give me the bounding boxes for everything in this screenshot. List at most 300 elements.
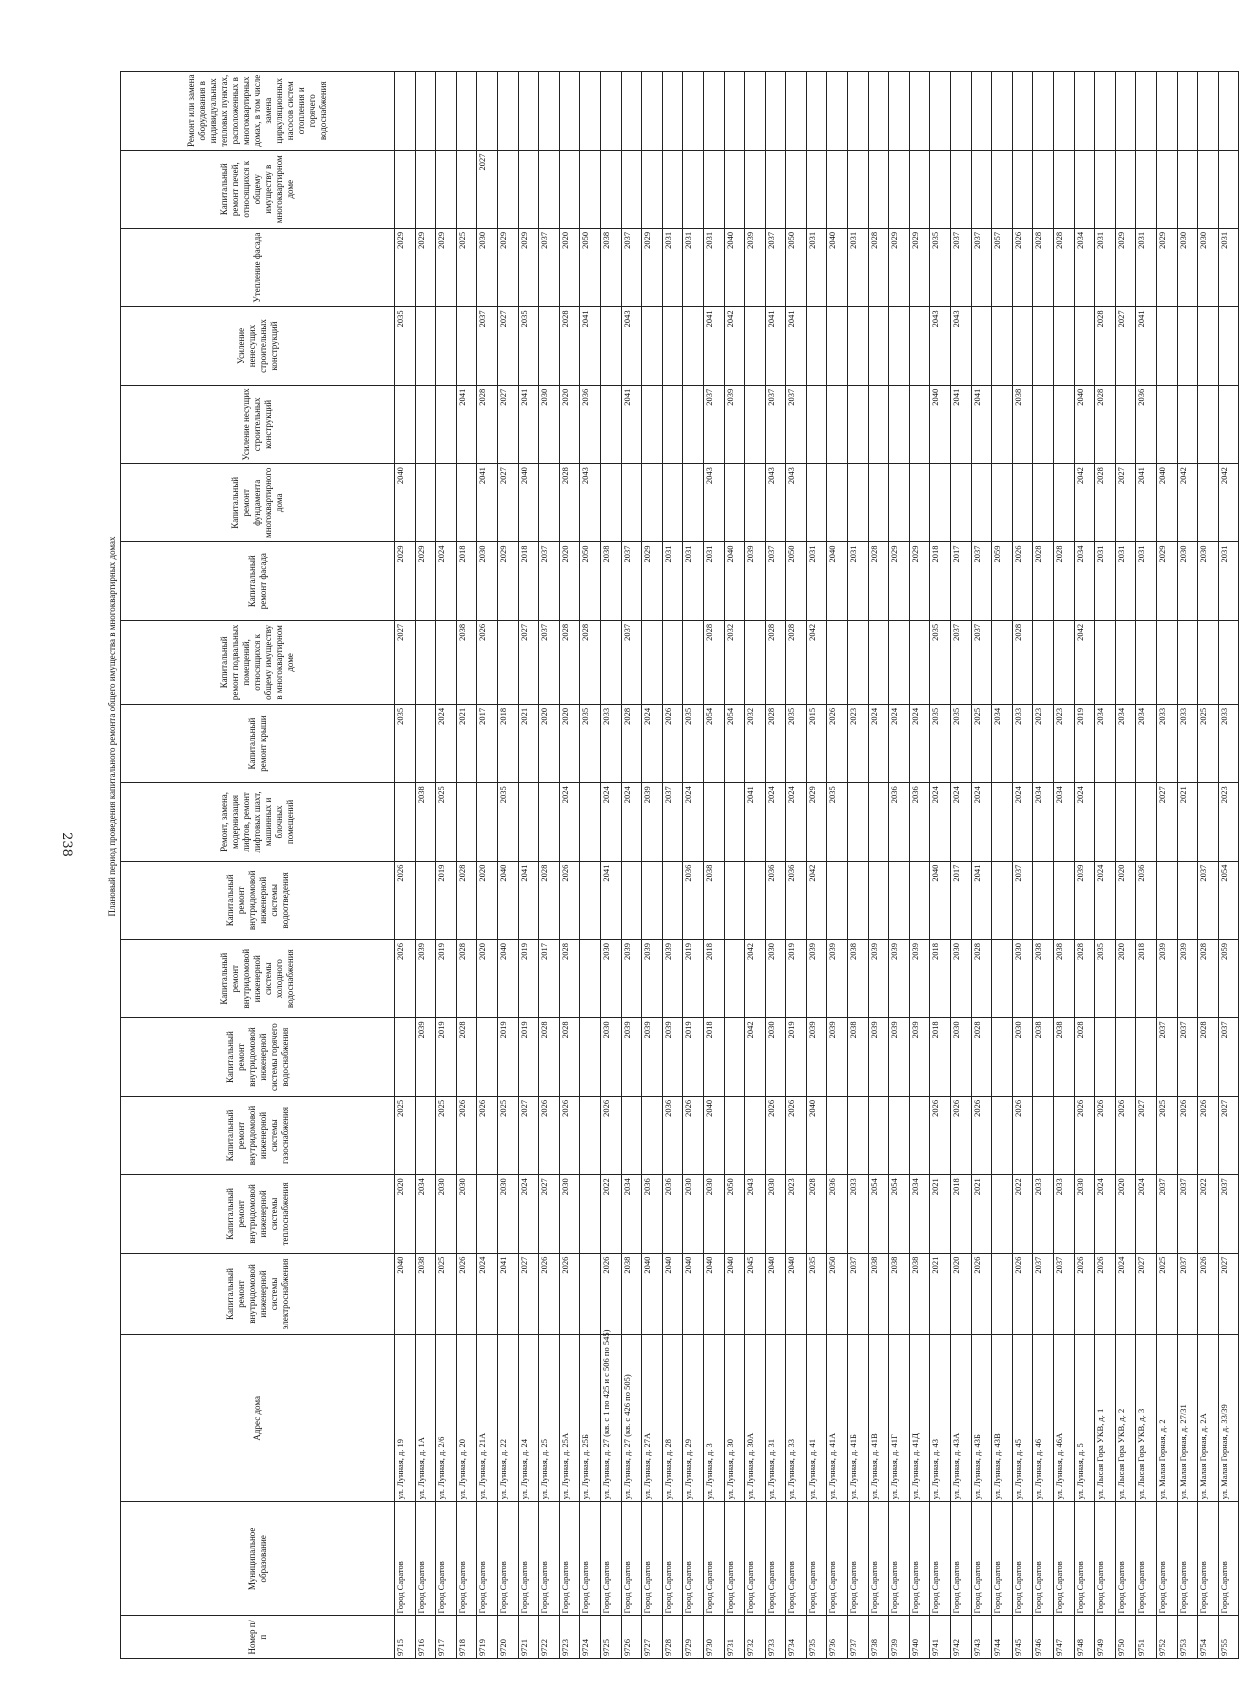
year-cell (806, 385, 827, 463)
year-cell: 2023 (1054, 704, 1075, 782)
year-cell: 2015 (806, 704, 827, 782)
row-number-cell: 9732 (745, 1616, 766, 1659)
year-cell: 2028 (1033, 228, 1054, 306)
table-row (1095, 72, 1116, 1659)
year-cell: 2030 (765, 1018, 786, 1096)
year-cell: 2037 (1177, 1253, 1198, 1335)
year-cell: 2030 (1177, 542, 1198, 620)
year-cell: 2041 (703, 307, 724, 385)
year-cell (580, 1253, 601, 1335)
year-cell: 2037 (848, 1253, 869, 1335)
year-cell: 2038 (600, 542, 621, 620)
year-cell (992, 150, 1013, 228)
year-cell: 2038 (1054, 1018, 1075, 1096)
year-cell: 2034 (909, 1175, 930, 1253)
address-cell: ул. Лунная, д. 33 (786, 1335, 807, 1502)
year-cell: 2024 (1012, 783, 1033, 861)
year-cell (497, 150, 518, 228)
year-cell: 2040 (395, 1253, 416, 1335)
year-cell: 2038 (703, 861, 724, 939)
year-cell (1136, 150, 1157, 228)
year-cell: 2039 (889, 940, 910, 1018)
year-cell: 2029 (642, 542, 663, 620)
year-cell: 2027 (518, 1096, 539, 1174)
year-cell (662, 150, 683, 228)
year-cell: 2037 (621, 228, 642, 306)
year-cell (1074, 72, 1095, 151)
year-cell (889, 385, 910, 463)
year-cell: 2028 (559, 464, 580, 542)
year-cell (1156, 385, 1177, 463)
year-cell (1012, 307, 1033, 385)
year-cell (1218, 385, 1239, 463)
year-cell: 2035 (395, 307, 416, 385)
address-cell: ул. Лунная, д. 43А (951, 1335, 972, 1502)
year-cell (1177, 620, 1198, 704)
year-cell (1198, 385, 1219, 463)
year-cell: 2018 (497, 704, 518, 782)
year-cell (909, 150, 930, 228)
address-cell: ул. Лунная, д. 43Б (971, 1335, 992, 1502)
year-cell: 2026 (477, 620, 498, 704)
year-cell: 2043 (745, 1175, 766, 1253)
year-cell (1177, 861, 1198, 939)
year-cell: 2030 (1198, 542, 1219, 620)
year-cell: 2028 (1095, 307, 1116, 385)
address-cell: ул. Лысая Гора УКВ, д. 2 (1115, 1335, 1136, 1502)
year-cell: 2027 (1218, 1096, 1239, 1174)
year-cell: 2025 (1156, 1096, 1177, 1174)
year-cell (559, 150, 580, 228)
year-cell: 2031 (1218, 542, 1239, 620)
address-cell: ул. Малая Горная, д. 2А (1198, 1335, 1219, 1502)
year-cell (1156, 307, 1177, 385)
municipality-cell: Город Саратов (992, 1502, 1013, 1616)
year-cell: 2017 (477, 704, 498, 782)
year-cell: 2038 (1054, 940, 1075, 1018)
year-cell (415, 704, 436, 782)
year-cell (456, 307, 477, 385)
year-cell (1156, 150, 1177, 228)
row-number-cell: 9728 (662, 1616, 683, 1659)
year-cell: 2017 (951, 542, 972, 620)
year-cell: 2026 (1074, 1253, 1095, 1335)
year-cell (600, 72, 621, 151)
year-cell: 2026 (662, 704, 683, 782)
year-cell: 2024 (518, 1175, 539, 1253)
year-cell: 2059 (1218, 940, 1239, 1018)
year-cell (600, 620, 621, 704)
year-cell (868, 861, 889, 939)
year-cell (1198, 150, 1219, 228)
year-cell: 2024 (436, 704, 457, 782)
year-cell (745, 385, 766, 463)
year-cell (909, 620, 930, 704)
year-cell (1074, 307, 1095, 385)
year-cell: 2027 (1136, 1253, 1157, 1335)
year-cell (662, 72, 683, 151)
year-cell: 2040 (724, 228, 745, 306)
year-cell: 2020 (559, 228, 580, 306)
year-cell (539, 72, 560, 151)
municipality-cell: Город Саратов (662, 1502, 683, 1616)
row-number-cell: 9741 (930, 1616, 951, 1659)
year-cell: 2043 (765, 464, 786, 542)
year-cell (1095, 620, 1116, 704)
table-row (1156, 72, 1177, 1659)
year-cell: 2035 (930, 228, 951, 306)
year-cell (745, 464, 766, 542)
row-number-cell: 9754 (1198, 1616, 1219, 1659)
year-cell (683, 620, 704, 704)
year-cell: 2031 (662, 542, 683, 620)
year-cell (827, 307, 848, 385)
year-cell (642, 307, 663, 385)
year-cell: 2039 (745, 542, 766, 620)
year-cell (1095, 783, 1116, 861)
table-row (1033, 72, 1054, 1659)
year-cell: 2033 (1054, 1175, 1075, 1253)
year-cell: 2041 (497, 1253, 518, 1335)
municipality-cell: Город Саратов (703, 1502, 724, 1616)
year-cell (518, 783, 539, 861)
table-row (1074, 72, 1095, 1659)
year-cell (889, 464, 910, 542)
table-row (600, 72, 621, 1659)
municipality-cell: Город Саратов (848, 1502, 869, 1616)
year-cell: 2042 (745, 940, 766, 1018)
address-cell: ул. Лунная, д. 20 (456, 1335, 477, 1502)
year-cell: 2019 (683, 940, 704, 1018)
year-cell: 2039 (642, 783, 663, 861)
row-number-cell: 9744 (992, 1616, 1013, 1659)
year-cell: 2045 (745, 1253, 766, 1335)
year-cell: 2040 (827, 542, 848, 620)
year-cell: 2026 (477, 1096, 498, 1174)
table-row (415, 72, 436, 1659)
year-cell (848, 385, 869, 463)
year-cell: 2033 (1218, 704, 1239, 782)
row-number-cell: 9729 (683, 1616, 704, 1659)
year-cell: 2031 (848, 542, 869, 620)
year-cell: 2040 (703, 1253, 724, 1335)
year-cell: 2039 (1177, 940, 1198, 1018)
year-cell (415, 385, 436, 463)
table-body (395, 72, 1239, 1659)
year-cell (580, 940, 601, 1018)
address-cell: ул. Лунная, д. 45 (1012, 1335, 1033, 1502)
year-cell (1156, 72, 1177, 151)
year-cell: 2020 (539, 704, 560, 782)
address-cell: ул. Малая Горная, д. 33/39 (1218, 1335, 1239, 1502)
year-cell: 2034 (1136, 704, 1157, 782)
year-cell: 2042 (1074, 464, 1095, 542)
year-cell: 2024 (1074, 783, 1095, 861)
year-cell: 2024 (1115, 1253, 1136, 1335)
year-cell (703, 72, 724, 151)
row-number-cell: 9735 (806, 1616, 827, 1659)
year-cell: 2024 (559, 783, 580, 861)
year-cell: 2038 (621, 1253, 642, 1335)
year-cell (456, 464, 477, 542)
year-cell (436, 150, 457, 228)
year-cell: 2026 (559, 861, 580, 939)
year-cell: 2037 (1012, 861, 1033, 939)
year-cell: 2035 (497, 783, 518, 861)
municipality-cell: Город Саратов (580, 1502, 601, 1616)
year-cell (395, 385, 416, 463)
year-cell (827, 1096, 848, 1174)
address-cell: ул. Лунная, д. 5 (1074, 1335, 1095, 1502)
year-cell: 2024 (621, 783, 642, 861)
year-cell: 2054 (868, 1175, 889, 1253)
year-cell (600, 385, 621, 463)
header-row (121, 72, 395, 1659)
year-cell: 2042 (1218, 464, 1239, 542)
year-cell: 2029 (1156, 542, 1177, 620)
year-cell: 2054 (724, 704, 745, 782)
year-cell: 2028 (621, 704, 642, 782)
year-cell (889, 150, 910, 228)
year-cell: 2036 (662, 1175, 683, 1253)
year-cell (703, 783, 724, 861)
row-number-cell: 9746 (1033, 1616, 1054, 1659)
period-group-header: Плановый период проведения капитального ремонта общего имущества в многоквартирных домах (107, 536, 117, 917)
address-cell: ул. Лунная, д. 30А (745, 1335, 766, 1502)
year-cell (868, 307, 889, 385)
year-cell: 2018 (951, 1175, 972, 1253)
year-cell (1198, 620, 1219, 704)
year-cell (909, 464, 930, 542)
year-cell (1054, 72, 1075, 151)
year-cell (559, 72, 580, 151)
address-cell: ул. Лунная, д. 25 (539, 1335, 560, 1502)
year-cell: 2029 (395, 542, 416, 620)
year-cell (868, 620, 889, 704)
year-cell: 2024 (436, 542, 457, 620)
year-cell (436, 307, 457, 385)
table-head (121, 72, 395, 1659)
row-number-cell: 9742 (951, 1616, 972, 1659)
year-cell: 2026 (971, 1096, 992, 1174)
year-cell: 2027 (497, 307, 518, 385)
year-cell (415, 620, 436, 704)
year-cell: 2035 (951, 704, 972, 782)
year-cell: 2040 (703, 1096, 724, 1174)
year-cell (724, 861, 745, 939)
year-cell: 2039 (909, 940, 930, 1018)
year-cell (539, 783, 560, 861)
year-cell (868, 72, 889, 151)
year-cell (868, 1096, 889, 1174)
municipality-cell: Город Саратов (909, 1502, 930, 1616)
year-cell: 2019 (436, 940, 457, 1018)
row-number-cell: 9721 (518, 1616, 539, 1659)
year-cell: 2030 (1074, 1175, 1095, 1253)
year-cell: 2030 (600, 1018, 621, 1096)
year-cell: 2030 (456, 1175, 477, 1253)
year-cell (1012, 72, 1033, 151)
municipality-cell: Город Саратов (951, 1502, 972, 1616)
year-cell (642, 150, 663, 228)
year-cell: 2032 (745, 704, 766, 782)
year-cell: 2042 (806, 620, 827, 704)
year-cell (683, 307, 704, 385)
year-cell (1177, 385, 1198, 463)
year-cell (1218, 307, 1239, 385)
year-cell (477, 1018, 498, 1096)
year-cell (724, 72, 745, 151)
column-header: Капитальный ремонт крыши (121, 704, 395, 782)
year-cell: 2034 (1115, 704, 1136, 782)
year-cell: 2039 (662, 1018, 683, 1096)
year-cell (724, 783, 745, 861)
year-cell: 2028 (1074, 940, 1095, 1018)
year-cell (1054, 307, 1075, 385)
year-cell: 2028 (1095, 385, 1116, 463)
column-header: Капитальный ремонт фундамента многоквартирного дома (121, 464, 395, 542)
year-cell: 2037 (971, 542, 992, 620)
year-cell: 2040 (497, 940, 518, 1018)
year-cell: 2037 (539, 620, 560, 704)
municipality-cell: Город Саратов (539, 1502, 560, 1616)
year-cell: 2028 (1054, 228, 1075, 306)
year-cell (395, 150, 416, 228)
year-cell: 2039 (745, 228, 766, 306)
year-cell (930, 464, 951, 542)
year-cell (662, 464, 683, 542)
year-cell: 2035 (930, 704, 951, 782)
table-row (806, 72, 827, 1659)
year-cell: 2029 (497, 542, 518, 620)
address-cell: ул. Лунная, д. 27А (642, 1335, 663, 1502)
year-cell: 2038 (1033, 1018, 1054, 1096)
table-row (642, 72, 663, 1659)
year-cell (889, 307, 910, 385)
year-cell: 2034 (1074, 542, 1095, 620)
year-cell (415, 861, 436, 939)
year-cell: 2039 (909, 1018, 930, 1096)
year-cell (436, 72, 457, 151)
municipality-cell: Город Саратов (806, 1502, 827, 1616)
row-number-cell: 9716 (415, 1616, 436, 1659)
year-cell: 2028 (806, 1175, 827, 1253)
municipality-cell: Город Саратов (683, 1502, 704, 1616)
year-cell: 2050 (580, 542, 601, 620)
year-cell: 2030 (497, 1175, 518, 1253)
year-cell: 2036 (786, 861, 807, 939)
year-cell: 2029 (889, 228, 910, 306)
municipality-cell: Город Саратов (889, 1502, 910, 1616)
year-cell (806, 464, 827, 542)
year-cell: 2028 (477, 385, 498, 463)
year-cell (992, 1096, 1013, 1174)
year-cell: 2025 (436, 1253, 457, 1335)
year-cell: 2040 (1074, 385, 1095, 463)
table-row (992, 72, 1013, 1659)
year-cell (477, 1175, 498, 1253)
year-cell: 2021 (930, 1253, 951, 1335)
year-cell: 2043 (930, 307, 951, 385)
year-cell (745, 861, 766, 939)
year-cell (1156, 620, 1177, 704)
year-cell (1033, 464, 1054, 542)
year-cell: 2040 (724, 1253, 745, 1335)
year-cell: 2020 (1115, 861, 1136, 939)
address-cell: ул. Лунная, д. 41В (868, 1335, 889, 1502)
year-cell (992, 307, 1013, 385)
municipality-cell: Город Саратов (456, 1502, 477, 1616)
year-cell: 2028 (1198, 1018, 1219, 1096)
year-cell: 2036 (1136, 861, 1157, 939)
year-cell: 2040 (806, 1096, 827, 1174)
year-cell: 2026 (395, 861, 416, 939)
year-cell: 2024 (683, 783, 704, 861)
year-cell: 2043 (951, 307, 972, 385)
year-cell: 2026 (683, 1096, 704, 1174)
year-cell: 2026 (765, 1096, 786, 1174)
year-cell: 2025 (395, 1096, 416, 1174)
year-cell: 2019 (786, 940, 807, 1018)
year-cell: 2031 (806, 228, 827, 306)
year-cell: 2037 (703, 385, 724, 463)
year-cell: 2031 (683, 228, 704, 306)
table-row (395, 72, 416, 1659)
row-number-cell: 9730 (703, 1616, 724, 1659)
year-cell: 2038 (600, 228, 621, 306)
year-cell: 2043 (703, 464, 724, 542)
year-cell: 2030 (477, 542, 498, 620)
year-cell: 2026 (786, 1096, 807, 1174)
table-row (909, 72, 930, 1659)
year-cell: 2028 (456, 861, 477, 939)
year-cell: 2034 (1054, 783, 1075, 861)
year-cell (642, 620, 663, 704)
year-cell (580, 72, 601, 151)
year-cell: 2027 (497, 464, 518, 542)
year-cell: 2035 (518, 307, 539, 385)
year-cell (951, 150, 972, 228)
year-cell (415, 1096, 436, 1174)
year-cell: 2039 (415, 1018, 436, 1096)
year-cell: 2029 (497, 228, 518, 306)
year-cell (1218, 620, 1239, 704)
year-cell: 2020 (1115, 1175, 1136, 1253)
year-cell: 2039 (1074, 861, 1095, 939)
year-cell: 2024 (930, 783, 951, 861)
address-cell: ул. Лысая Гора УКВ, д. 1 (1095, 1335, 1116, 1502)
row-number-cell: 9725 (600, 1616, 621, 1659)
year-cell (909, 307, 930, 385)
year-cell (415, 150, 436, 228)
year-cell (662, 620, 683, 704)
year-cell: 2020 (559, 542, 580, 620)
year-cell: 2024 (477, 1253, 498, 1335)
year-cell (1115, 385, 1136, 463)
table-row (477, 72, 498, 1659)
address-cell: ул. Лунная, д. 25Б (580, 1335, 601, 1502)
year-cell (662, 385, 683, 463)
year-cell: 2024 (765, 783, 786, 861)
address-cell: ул. Лунная, д. 27 (кв. с 426 по 505) (621, 1335, 642, 1502)
year-cell (724, 940, 745, 1018)
year-cell: 2033 (1177, 704, 1198, 782)
year-cell: 2041 (518, 385, 539, 463)
year-cell (827, 620, 848, 704)
row-number-cell: 9726 (621, 1616, 642, 1659)
year-cell: 2037 (621, 542, 642, 620)
year-cell: 2028 (456, 940, 477, 1018)
